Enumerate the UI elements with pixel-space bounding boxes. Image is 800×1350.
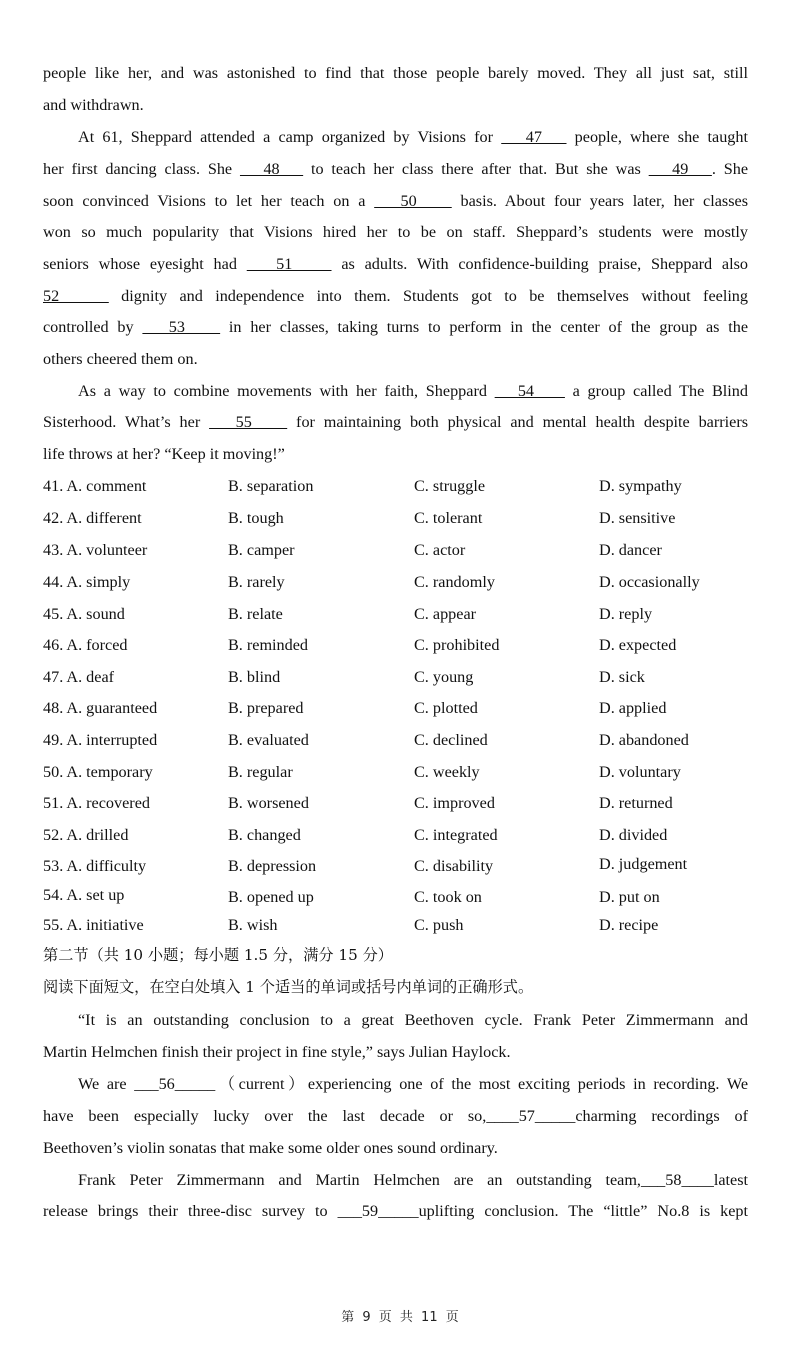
text: have been especially lucky over the last decade or so, <box>43 1107 487 1125</box>
option-d: D. reply <box>599 605 653 623</box>
text: charming recordings of <box>575 1107 748 1125</box>
text: . She <box>711 160 749 178</box>
blank-55: 55 <box>209 413 288 431</box>
text: seniors whose eyesight had <box>43 255 247 273</box>
option-a: 52. A. drilled <box>43 826 129 844</box>
option-c: C. improved <box>414 794 495 812</box>
text: as adults. With confidence-building praise, Sheppard also <box>331 255 748 273</box>
blank-56: ___56_____ <box>134 1075 216 1093</box>
text: her first dancing class. She <box>43 160 240 178</box>
question-row <box>43 476 748 496</box>
option-a: 55. A. initiative <box>43 916 144 934</box>
text: controlled by <box>43 318 143 336</box>
passage-line: people like her, and was astonished to find that those people barely moved. They all just sat, still <box>43 64 748 82</box>
option-a: 49. A. interrupted <box>43 731 158 749</box>
passage-line: and withdrawn. <box>43 96 144 114</box>
blank-57: ____57_____ <box>486 1107 576 1125</box>
text: in her classes, taking turns to perform in the center of the group as the <box>220 318 749 336</box>
option-d: D. dancer <box>599 541 662 559</box>
option-c: C. young <box>414 668 474 686</box>
option-d: D. abandoned <box>599 731 689 749</box>
option-b: B. separation <box>228 477 314 495</box>
question-row <box>43 730 748 750</box>
passage-line: won so much popularity that Visions hired her to be on staff. Sheppard’s students were mostly <box>43 223 748 241</box>
blank-58: ___58____ <box>640 1171 714 1189</box>
option-c: C. plotted <box>414 699 478 717</box>
option-a: 44. A. simply <box>43 573 131 591</box>
section-instruction: 阅读下面短文，在空白处填入 1 个适当的单词或括号内单词的正确形式。 <box>43 978 534 996</box>
blank-51: 51 <box>246 255 332 273</box>
option-a: 48. A. guaranteed <box>43 699 158 717</box>
option-d: D. put on <box>599 888 660 906</box>
passage-line <box>43 317 748 337</box>
blank-54: 54 <box>494 382 565 400</box>
option-a: 42. A. different <box>43 509 142 527</box>
question-row <box>43 508 748 528</box>
option-d: D. sick <box>599 668 645 686</box>
question-row <box>43 604 748 624</box>
blank-49: 49 <box>648 160 712 178</box>
option-d: D. voluntary <box>599 763 681 781</box>
text: release brings their three-disc survey to <box>43 1202 338 1220</box>
option-a: 54. A. set up <box>43 886 125 904</box>
option-c: C. struggle <box>414 477 486 495</box>
option-a: 41. A. comment <box>43 477 147 495</box>
blank-48: 48 <box>239 160 304 178</box>
option-c: C. actor <box>414 541 466 559</box>
option-a: 50. A. temporary <box>43 763 153 781</box>
option-a: 47. A. deaf <box>43 668 115 686</box>
option-c: C. declined <box>414 731 488 749</box>
passage-line: Beethoven’s violin sonatas that make some older ones sound ordinary. <box>43 1139 498 1157</box>
option-b: B. evaluated <box>228 731 309 749</box>
blank-59: ___59_____ <box>337 1202 419 1220</box>
option-b: B. depression <box>228 857 317 875</box>
text: basis. About four years later, her classes <box>451 192 748 210</box>
option-b: B. worsened <box>228 794 309 812</box>
option-d: D. divided <box>599 826 668 844</box>
passage-line <box>78 381 748 401</box>
text: At 61, Sheppard attended a camp organized by Visions for <box>78 128 502 146</box>
option-b: B. rarely <box>228 573 285 591</box>
option-b: B. prepared <box>228 699 304 717</box>
option-b: B. blind <box>228 668 281 686</box>
question-row <box>43 793 748 813</box>
option-a: 46. A. forced <box>43 636 128 654</box>
page-number-footer: 第 9 页 共 11 页 <box>341 1310 459 1325</box>
question-row <box>43 572 748 592</box>
option-c: C. disability <box>414 857 494 875</box>
option-c: C. weekly <box>414 763 480 781</box>
option-d: D. sensitive <box>599 509 676 527</box>
option-c: C. push <box>414 916 464 934</box>
text: people, where she taught <box>566 128 748 146</box>
passage-line: “It is an outstanding conclusion to a great Beethoven cycle. Frank Peter Zimmermann and <box>78 1011 748 1029</box>
option-a: 53. A. difficulty <box>43 857 147 875</box>
option-c: C. appear <box>414 605 477 623</box>
passage-line <box>43 286 748 306</box>
option-c: C. took on <box>414 888 482 906</box>
passage-line <box>43 1106 748 1126</box>
passage-line: others cheered them on. <box>43 350 198 368</box>
blank-50: 50 <box>374 192 452 210</box>
option-b: B. regular <box>228 763 293 781</box>
question-row <box>43 698 748 718</box>
section-heading: 第二节（共 10 小题；每小题 1.5 分，满分 15 分） <box>43 946 393 964</box>
text: Sisterhood. What’s her <box>43 413 210 431</box>
option-d: D. expected <box>599 636 677 654</box>
option-c: C. randomly <box>414 573 495 591</box>
text: a group called The Blind <box>564 382 748 400</box>
option-d: D. judgement <box>599 855 688 873</box>
text: As a way to combine movements with her faith, Sheppard <box>78 382 495 400</box>
passage-line <box>43 412 748 432</box>
text: latest <box>713 1171 748 1189</box>
passage-line <box>43 254 748 274</box>
passage-line: life throws at her? “Keep it moving!” <box>43 445 285 463</box>
option-a: 45. A. sound <box>43 605 125 623</box>
option-c: C. tolerant <box>414 509 483 527</box>
option-d: D. sympathy <box>599 477 682 495</box>
passage-line <box>43 159 748 179</box>
text: soon convinced Visions to let her teach on a <box>43 192 375 210</box>
option-d: D. recipe <box>599 916 659 934</box>
passage-line <box>78 1074 748 1094</box>
option-c: C. integrated <box>414 826 498 844</box>
option-d: D. applied <box>599 699 667 717</box>
option-b: B. tough <box>228 509 284 527</box>
option-b: B. opened up <box>228 888 314 906</box>
passage-line <box>78 127 748 147</box>
text: （current）experiencing one of the most exciting periods in recording. We <box>215 1075 749 1093</box>
passage-line <box>43 191 748 211</box>
passage-line <box>78 1170 748 1190</box>
blank-52: 52 <box>43 287 109 305</box>
option-b: B. camper <box>228 541 295 559</box>
option-b: B. wish <box>228 916 278 934</box>
question-row <box>43 635 748 655</box>
option-d: D. returned <box>599 794 673 812</box>
question-row <box>43 825 748 845</box>
question-row <box>43 856 748 876</box>
option-b: B. changed <box>228 826 301 844</box>
option-d: D. occasionally <box>599 573 700 591</box>
question-row <box>43 667 748 687</box>
text: to teach her class there after that. But she was <box>303 160 649 178</box>
question-row <box>43 915 748 935</box>
option-b: B. relate <box>228 605 283 623</box>
text: We are <box>78 1075 135 1093</box>
option-a: 51. A. recovered <box>43 794 150 812</box>
text: uplifting conclusion. The “little” No.8 is kept <box>418 1202 748 1220</box>
question-row <box>43 887 748 907</box>
question-row <box>43 762 748 782</box>
passage-line: Martin Helmchen finish their project in fine style,” says Julian Haylock. <box>43 1043 511 1061</box>
question-row <box>43 540 748 560</box>
option-c: C. prohibited <box>414 636 500 654</box>
option-b: B. reminded <box>228 636 309 654</box>
text: for maintaining both physical and mental health despite barriers <box>287 413 749 431</box>
blank-53: 53 <box>142 318 221 336</box>
blank-47: 47 <box>501 128 567 146</box>
text: dignity and independence into them. Students got to be themselves without feeling <box>108 287 748 305</box>
option-a: 43. A. volunteer <box>43 541 148 559</box>
text: Frank Peter Zimmermann and Martin Helmchen are an outstanding team, <box>78 1171 641 1189</box>
passage-line <box>43 1201 748 1221</box>
